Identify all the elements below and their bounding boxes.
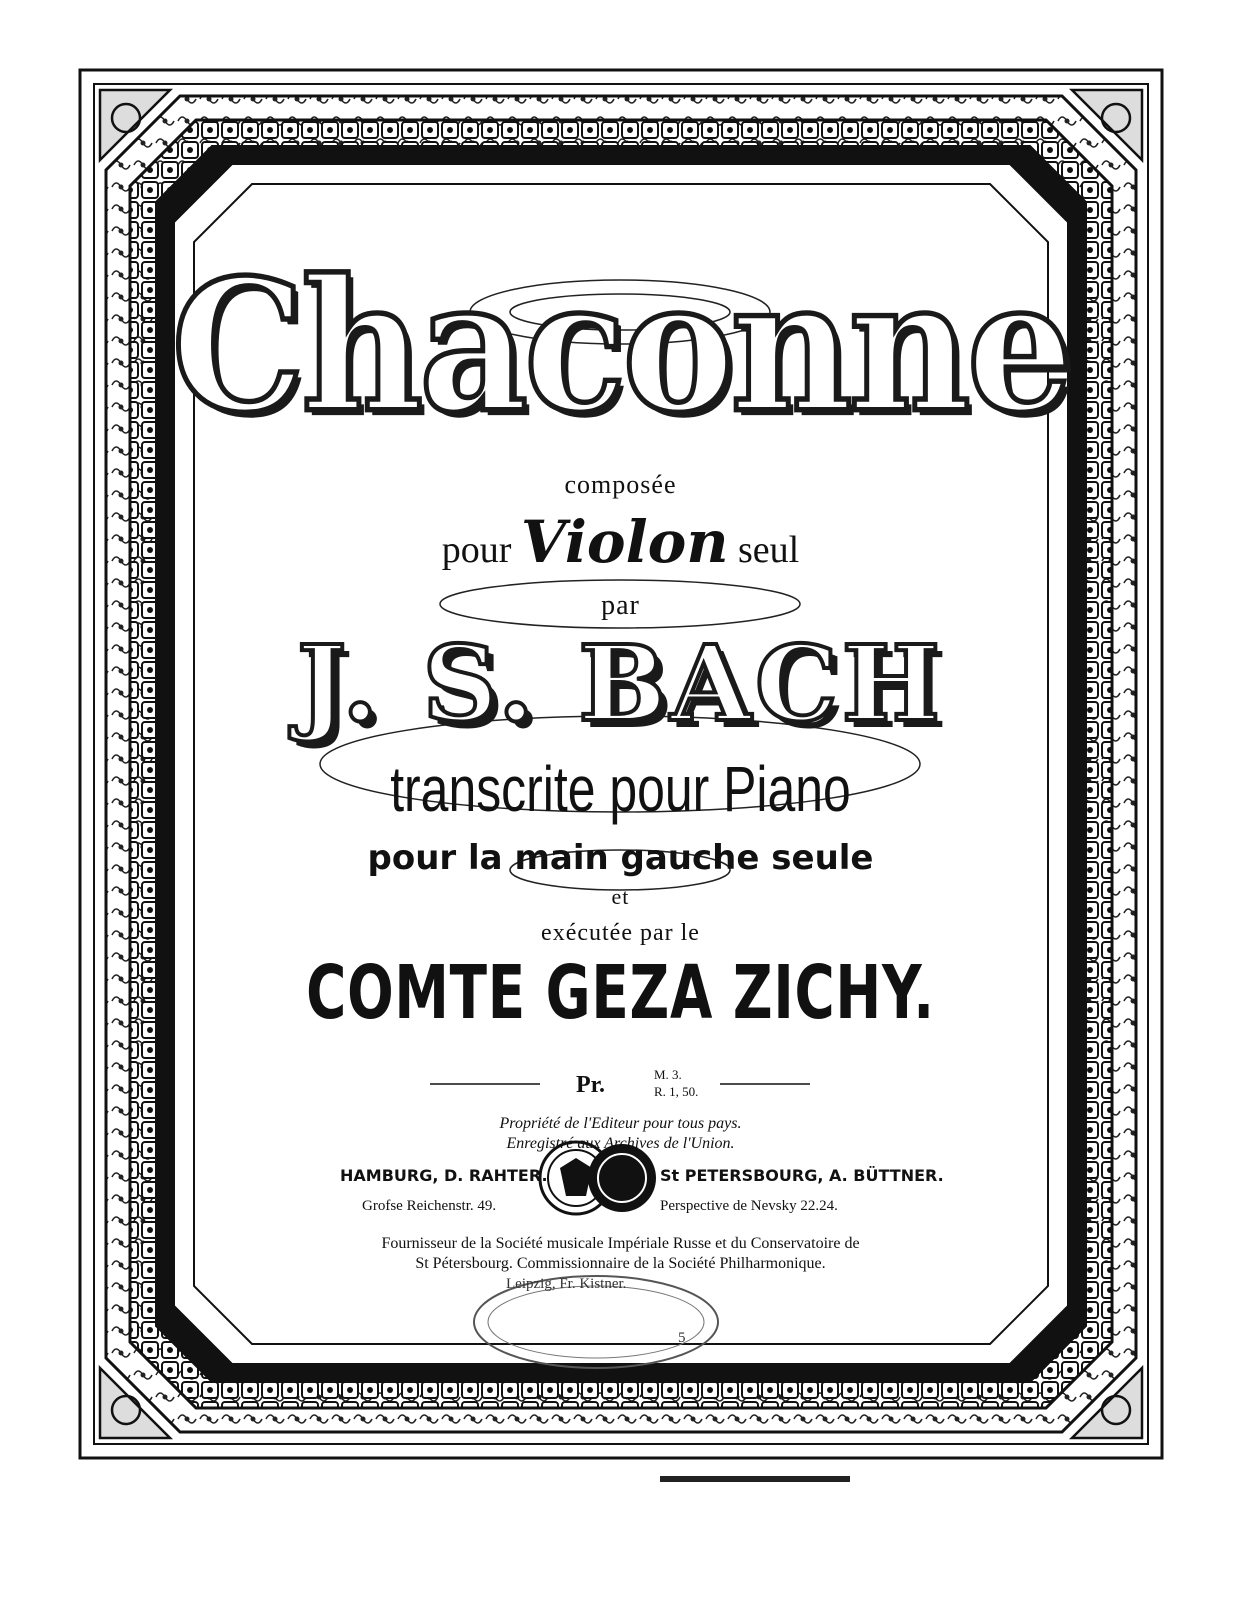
transcription-line: transcrite pour Piano xyxy=(390,753,851,825)
executee-label: exécutée par le xyxy=(541,920,700,946)
price-rubles: R. 1, 50. xyxy=(654,1084,699,1099)
stamp-number: 5 xyxy=(678,1330,686,1346)
instrument-line xyxy=(0,508,1241,576)
subtitle-composee: composée xyxy=(564,470,677,499)
publisher-hamburg-address: Grofse Reichenstr. 49. xyxy=(362,1198,497,1214)
rights-notice xyxy=(0,1114,1241,1154)
publisher-petersburg: St PETERSBOURG, A. BÜTTNER. xyxy=(660,1166,944,1185)
supplier-line-1: Fournisseur de la Société musicale Impériale Russe et du Conservatoire de xyxy=(381,1235,860,1252)
instrument-suffix: seul xyxy=(738,529,800,571)
price-prefix: Pr. xyxy=(575,1072,606,1098)
publisher-petersburg-address: Perspective de Nevsky 22.24. xyxy=(660,1198,838,1214)
title: Chaconne xyxy=(171,239,1070,453)
rights-line-1: Propriété de l'Editeur pour tous pays. xyxy=(499,1115,742,1132)
instrument-name: Violon xyxy=(520,508,729,576)
price-mark: M. 3. xyxy=(654,1067,682,1082)
price-label xyxy=(0,1072,1241,1099)
et-label: et xyxy=(611,884,630,909)
par-label: par xyxy=(601,590,640,621)
publisher-hamburg: HAMBURG, D. RAHTER. xyxy=(340,1166,548,1185)
instrument-prefix: pour xyxy=(441,529,512,571)
supplier-line-2: St Pétersbourg. Commissionnaire de la Société Philharmonique. xyxy=(415,1255,826,1272)
stamp-text: Leipzig, Fr. Kistner. xyxy=(506,1276,627,1292)
supplier-notice xyxy=(0,1234,1241,1274)
performer-name: COMTE GEZA ZICHY. xyxy=(306,950,935,1036)
hand-line: pour la main gauche seule xyxy=(367,838,874,878)
rights-line-2: Enregistré aux Archives de l'Union. xyxy=(506,1135,735,1152)
price-values xyxy=(654,1066,698,1100)
composer-name: J. S. BACH xyxy=(297,622,944,745)
